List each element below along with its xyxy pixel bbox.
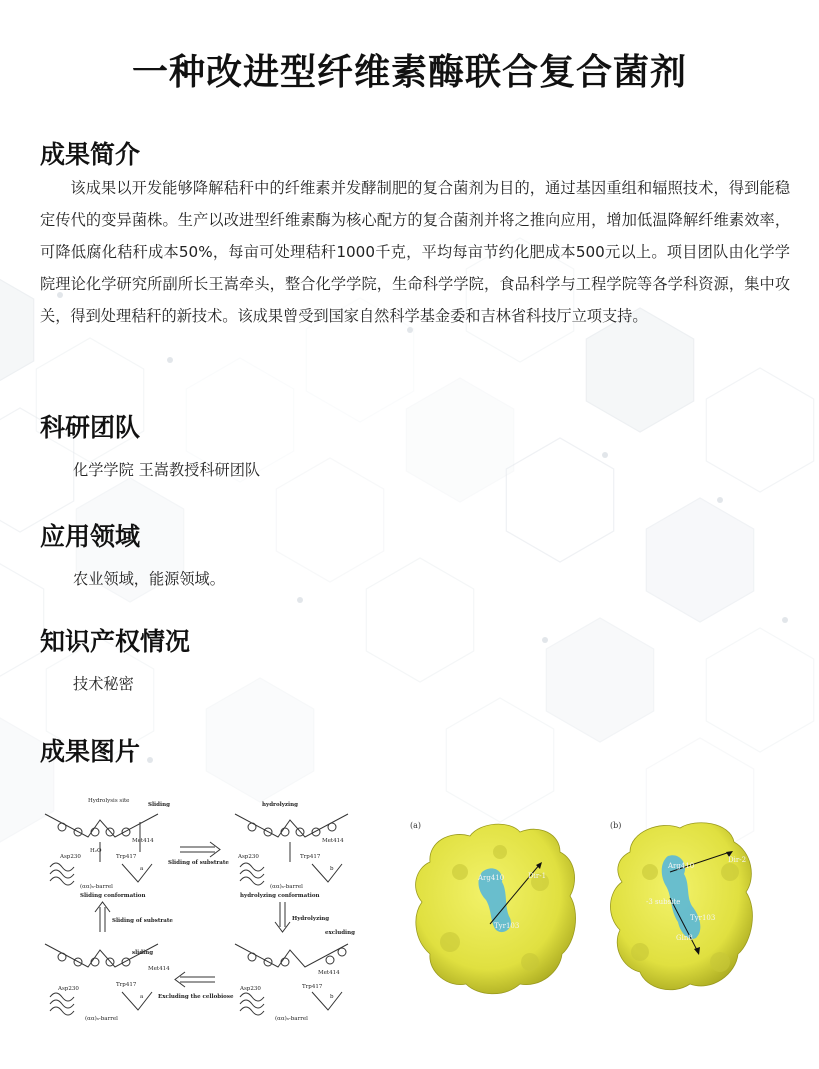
label-res-trp-1: Trp417	[116, 854, 137, 860]
mechanism-diagram	[40, 792, 380, 1032]
label-sliding-top: Sliding	[148, 802, 170, 808]
heading-ip: 知识产权情况	[40, 627, 191, 656]
ip-text: 技术秘密	[73, 675, 134, 693]
label-tyr103-a: Tyr103	[494, 922, 520, 930]
label-sliding-of-substrate-v: Sliding of substrate	[112, 918, 173, 924]
heading-field: 应用领域	[40, 522, 141, 551]
panel-a	[410, 821, 576, 994]
label-arg410-b: Arg410	[668, 862, 695, 870]
label-barrel-2: (αα)₆-barrel	[270, 884, 303, 890]
label-hydrolyzing-top: hydrolyzing	[262, 802, 298, 808]
protein-surface-figure	[400, 812, 780, 1012]
label-b-2: b	[330, 994, 334, 1000]
label-b-1: b	[330, 866, 334, 872]
heading-team: 科研团队	[40, 413, 141, 442]
label-dir1-a: Dir-1	[528, 872, 547, 880]
label-a-1: a	[140, 866, 144, 872]
label-excluding: excluding	[325, 930, 355, 936]
label-sliding-conformation: Sliding conformation	[80, 893, 146, 899]
heading-images: 成果图片	[40, 737, 141, 766]
label-res-asp-3: Asp230	[58, 986, 79, 992]
label-res-water-1: H₂O	[90, 848, 102, 854]
summary-text: 该成果以开发能够降解秸秆中的纤维素并发酵制肥的复合菌剂为目的，通过基因重组和辐照技术，得到能稳定传代的变异菌株。生产以改进型纤维素酶为核心配方的复合菌剂并将之推向应用，增加低温降解纤维素效率，可降低腐化秸秆成本50%，每亩可处理秸秆1000千克，平均每亩节约化肥成本500元以上。项目团队由化学学院理论化学研究所副所长王嵩牵头，整合化学学院，生命科学学院，食品科学与工程学院等各学科资源，集中攻关，得到处理秸秆的新技术。该成果曾受到国家自然科学基金委和吉林省科技厅立项支持。	[40, 179, 790, 325]
label-sliding-of-substrate-h: Sliding of substrate	[168, 860, 229, 866]
label-hydrolyzing-conformation: hydrolyzing conformation	[240, 893, 320, 899]
label-res-met-2: Met414	[322, 838, 344, 844]
label-res-trp-2: Trp417	[300, 854, 321, 860]
label-res-asp-2: Asp230	[238, 854, 259, 860]
label-res-trp-4: Trp417	[302, 984, 323, 990]
label-barrel-4: (αα)₆-barrel	[275, 1016, 308, 1022]
label-res-asp-1: Asp230	[60, 854, 81, 860]
label-res-trp-3: Trp417	[116, 982, 137, 988]
label-sliding-bottom: sliding	[132, 950, 154, 956]
label-hydrolyzing-v: Hydrolyzing	[292, 916, 330, 922]
team-text: 化学学院 王嵩教授科研团队	[73, 461, 261, 479]
field-text: 农业领域，能源领域。	[73, 570, 225, 588]
label-res-met-3: Met414	[148, 966, 170, 972]
label-hydrolysis-site: Hydrolysis site	[88, 798, 130, 804]
heading-summary: 成果简介	[40, 140, 141, 169]
panel-b-tag: (b)	[610, 821, 622, 830]
label-barrel-1: (αα)₆-barrel	[80, 884, 113, 890]
page-title: 一种改进型纤维素酶联合复合菌剂	[131, 52, 687, 93]
label-res-met-4: Met414	[318, 970, 340, 976]
label-subsite-b: -3 subsite	[646, 898, 681, 906]
label-gln8-b: Gln8	[676, 934, 693, 942]
label-dir2-b: Dir-2	[728, 856, 747, 864]
panel-top-right	[235, 814, 348, 885]
panel-a-tag: (a)	[410, 821, 422, 830]
label-excluding-cellobiose: Excluding the cellobiose	[158, 994, 234, 1000]
panel-b	[610, 821, 752, 990]
label-res-asp-4: Asp230	[240, 986, 261, 992]
label-arg410-a: Arg410	[478, 874, 505, 882]
label-res-met-1: Met414	[132, 838, 154, 844]
label-barrel-3: (αα)₆-barrel	[85, 1016, 118, 1022]
label-tyr103-b: Tyr103	[690, 914, 716, 922]
panel-bottom-right	[235, 944, 348, 1015]
label-a-2: a	[140, 994, 144, 1000]
